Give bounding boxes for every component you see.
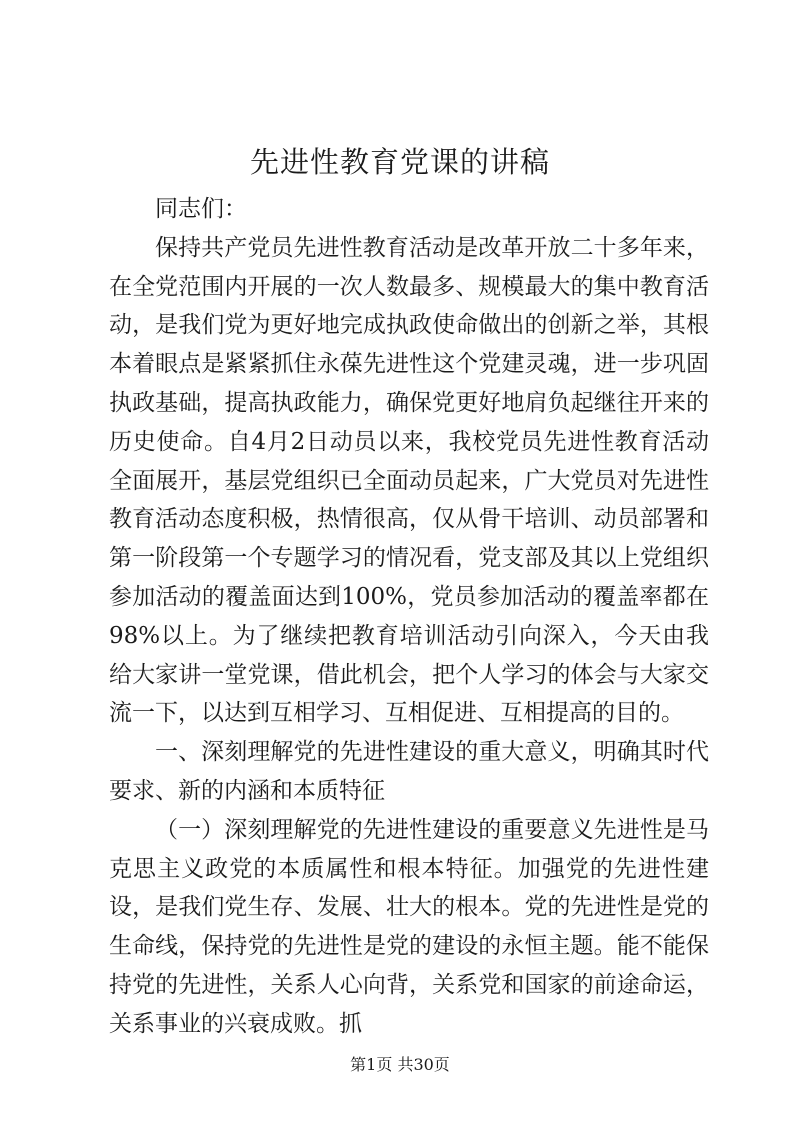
paragraph-subsection-1: （一）深刻理解党的先进性建设的重要意义先进性是马克思主义政党的本质属性和根本特征。加强党的先进性建设，是我们党生存、发展、壮大的根本。党的先进性是党的生命线，保持党的先进性是党的建设的永恒主题。能不能保持党的先进性，关系人心向背，关系党和国家的前途命运，关系事业的兴衰成败。抓 bbox=[109, 816, 709, 1037]
document-title: 先进性教育党课的讲稿 bbox=[249, 145, 550, 179]
document-body bbox=[109, 190, 709, 1044]
section-heading-1: 一、深刻理解党的先进性建设的重大意义，明确其时代要求、新的内涵和本质特征 bbox=[109, 739, 709, 804]
paragraph-intro: 保持共产党员先进性教育活动是改革开放二十多年来，在全党范围内开展的一次人数最多、规模最大的集中教育活动，是我们党为更好地完成执政使命做出的创新之举，其根本着眼点是紧紧抓住永葆先进性这个党建灵魂，进一步巩固执政基础，提高执政能力，确保党更好地肩负起继往开来的历史使命。自4月2日动员以来，我校党员先进性教育活动全面展开，基层党组织已全面动员起来，广大党员对先进性教育活动态度积极，热情很高，仅从骨干培训、动员部署和第一阶段第一个专题学习的情况看，党支部及其以上党组织参加活动的覆盖面达到100%，党员参加活动的覆盖率都在98%以上。为了继续把教育培训活动引向深入，今天由我给大家讲一堂党课，借此机会，把个人学习的体会与大家交流一下，以达到互相学习、互相促进、互相提高的目的。 bbox=[109, 234, 709, 727]
salutation: 同志们： bbox=[155, 196, 247, 222]
page-number-footer: 第1页 共30页 bbox=[350, 1055, 450, 1074]
